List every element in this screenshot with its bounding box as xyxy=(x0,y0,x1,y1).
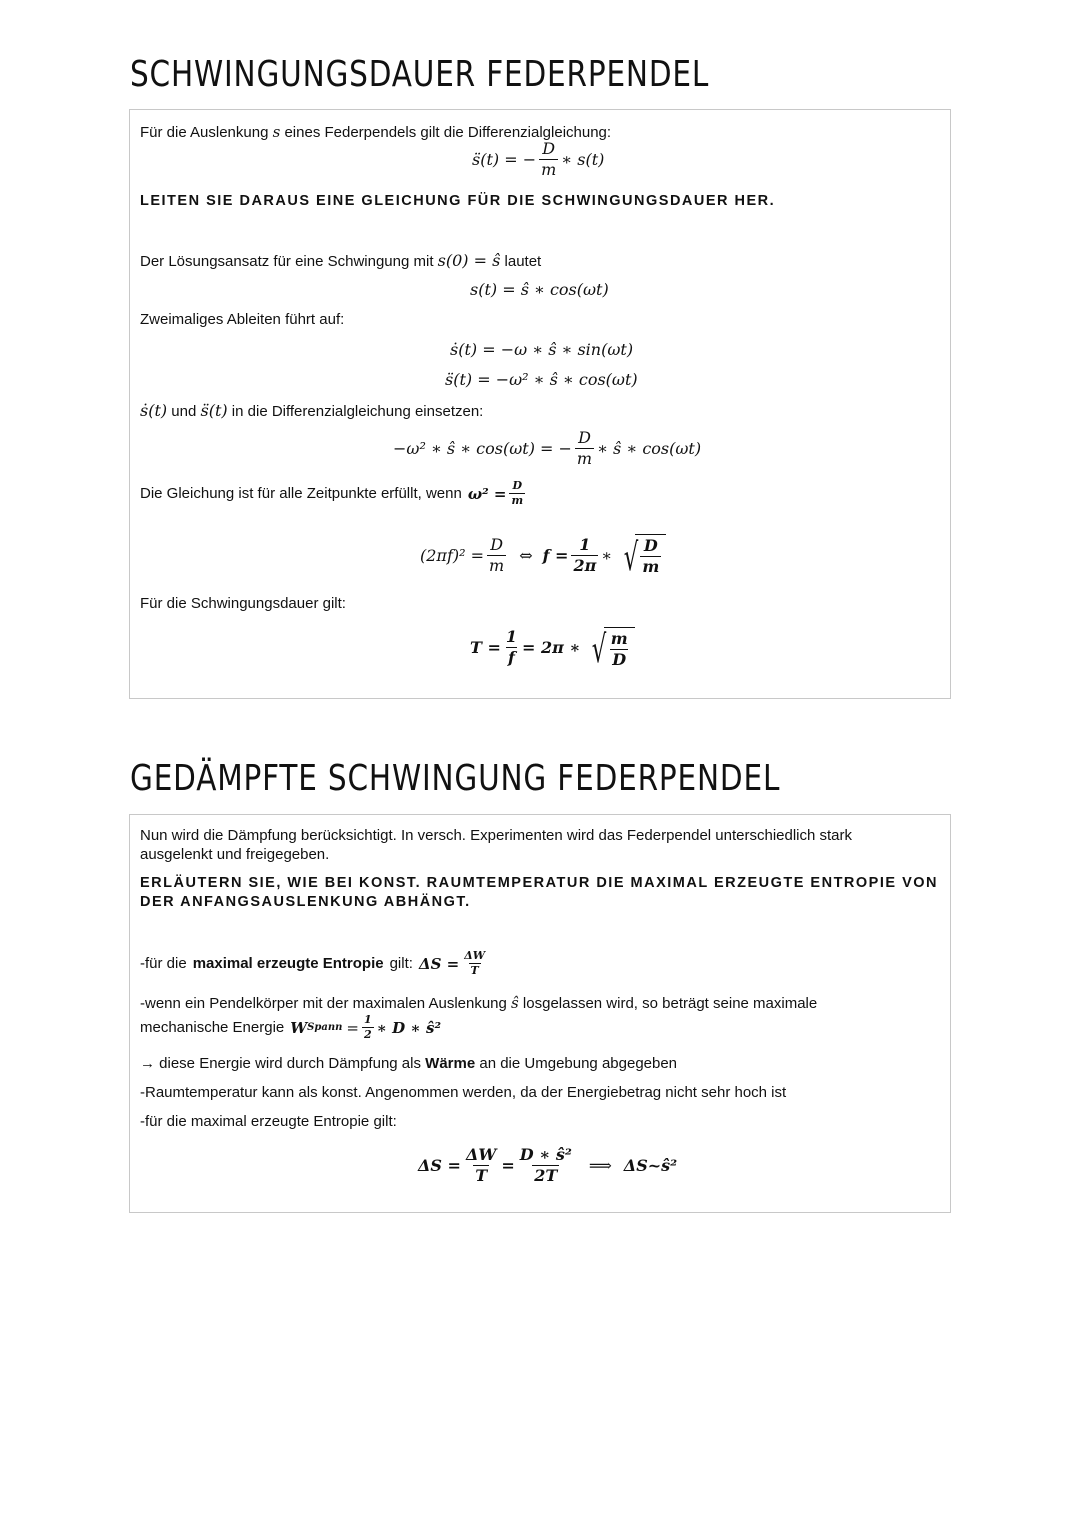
eq-final-den1: T xyxy=(475,1165,488,1185)
eq-period-rad-num: m xyxy=(610,628,628,648)
eq-freq-num2: 1 xyxy=(579,534,591,554)
equation-inserted xyxy=(393,429,701,467)
eq-freq-star: ∗ xyxy=(601,545,613,565)
intro-text-a: Für die Auslenkung xyxy=(140,124,269,141)
condition-den: m xyxy=(511,494,524,508)
point2-line1 xyxy=(140,994,817,1013)
condition-lhs: ω² = xyxy=(467,484,507,503)
eq-final-fraction1 xyxy=(464,1146,498,1184)
period-text: Für die Schwingungsdauer gilt: xyxy=(140,595,346,612)
task2-line1: ERLÄUTERN SIE, WIE BEI KONST. RAUMTEMPERATUR DIE MAXIMAL ERZEUGTE ENTROPIE VON xyxy=(140,875,938,891)
eq-insert-lhs: −ω² ∗ ŝ ∗ cos(ωt) = − xyxy=(393,438,572,458)
condition-text: Die Gleichung ist für alle Zeitpunkte erfüllt, wenn xyxy=(140,484,462,502)
p2-text-a: -wenn ein Pendelkörper mit der maximalen Auslenkung xyxy=(140,995,507,1012)
condition-num: D xyxy=(512,479,523,492)
insert-math-a: ṡ(t) xyxy=(140,401,168,420)
equation-period xyxy=(470,620,635,675)
eq-freq-fraction2 xyxy=(571,536,598,574)
point2-line2 xyxy=(140,1014,441,1041)
condition-fraction xyxy=(509,480,525,507)
ansatz-text-b: lautet xyxy=(504,253,542,270)
condition-math xyxy=(468,480,528,507)
equation-first-derivative: ṡ(t) = −ω ∗ ŝ ∗ sin(ωt) xyxy=(450,340,634,359)
eq-diff-den: m xyxy=(541,159,557,179)
eq-period-fraction xyxy=(504,628,519,666)
eq-final-arrow: ⟹ xyxy=(588,1155,612,1175)
eq-insert-num: D xyxy=(578,428,591,447)
eq-period-num: 1 xyxy=(505,627,518,647)
eq-diff-fraction xyxy=(539,140,558,178)
equation-frequency xyxy=(420,525,666,585)
equation-solution: s(t) = ŝ ∗ cos(ωt) xyxy=(470,280,609,299)
point4-line: -Raumtemperatur kann als konst. Angenommen werden, da der Energiebetrag nicht sehr hoch ist xyxy=(140,1084,787,1101)
eq-period-rad-fraction xyxy=(609,630,630,668)
insert-line xyxy=(140,402,483,421)
intro-text-b: eines Federpendels gilt die Differenzialgleichung: xyxy=(284,124,612,141)
eq-freq-den2: 2π xyxy=(573,555,597,575)
p1-text-b: gilt: xyxy=(389,954,413,972)
p2-line2-text: mechanische Energie xyxy=(140,1018,285,1036)
eq-freq-f: f = xyxy=(542,545,569,565)
task2-line2: DER ANFANGSAUSLENKUNG ABHÄNGT. xyxy=(140,894,471,910)
eq-freq-arrow: ⇔ xyxy=(519,545,533,565)
eq-final-num2: D ∗ ŝ² xyxy=(519,1144,572,1164)
eq-insert-fraction xyxy=(575,429,594,467)
eq-final-fraction2 xyxy=(518,1146,574,1184)
eq-freq-sqrt: √ $\frac{D}{m}$ xyxy=(614,534,666,575)
p2-math: W Spann = $\frac{1}{2}$ ∗ D ∗ ŝ² xyxy=(290,1013,442,1042)
eq-period-sqrt: √ $\frac{m}{D}$ xyxy=(582,627,634,668)
p2-math-den: 2 xyxy=(363,1028,372,1042)
p3-text-b: an die Umgebung abgegeben xyxy=(479,1055,678,1072)
insert-text: in die Differenzialgleichung einsetzen: xyxy=(231,403,484,420)
ansatz-math: s(0) = ŝ xyxy=(437,251,501,270)
p1-math-den: T xyxy=(470,964,479,978)
p2-math-w: W xyxy=(290,1018,308,1037)
p1-math-num: ΔW xyxy=(464,949,486,962)
eq-final-num1: ΔW xyxy=(465,1144,497,1164)
intro2-line1: Nun wird die Dämpfung berücksichtigt. In versch. Experimenten wird das Federpendel unterschiedlich stark xyxy=(140,827,853,844)
p2-math-eq: = xyxy=(346,1018,359,1037)
p2-var: ŝ xyxy=(511,994,519,1012)
eq-freq-num1: D xyxy=(490,534,504,554)
point1-line xyxy=(140,950,490,977)
point3-line xyxy=(140,1055,677,1073)
eq-final-lhs: ΔS = xyxy=(418,1155,461,1175)
task-section1: LEITEN SIE DARAUS EINE GLEICHUNG FÜR DIE SCHWINGUNGSDAUER HER. xyxy=(140,193,776,209)
section-title-gedaempfte: GEDÄMPFTE SCHWINGUNG FEDERPENDEL xyxy=(130,758,781,799)
eq-final-result: ΔS~ŝ² xyxy=(623,1155,678,1175)
eq-diff-lhs: s̈(t) = − xyxy=(472,149,537,169)
equation-differential xyxy=(472,140,604,178)
ansatz-line xyxy=(140,252,541,271)
eq-diff-rhs: ∗ s(t) xyxy=(561,149,605,169)
eq-period-lhs: T = xyxy=(470,638,501,657)
eq-freq-rad-fraction xyxy=(640,537,661,575)
p1-bold: maximal erzeugte Entropie xyxy=(192,954,384,972)
eq-freq-den1: m xyxy=(489,555,505,575)
intro-var: s xyxy=(272,123,281,141)
equation-second-derivative: s̈(t) = −ω² ∗ ŝ ∗ cos(ωt) xyxy=(445,370,638,389)
p2-math-num: 1 xyxy=(363,1013,372,1026)
p1-text-a: -für die xyxy=(140,954,187,972)
eq-insert-rhs: ∗ ŝ ∗ cos(ωt) xyxy=(597,438,702,458)
p2-math-rhs: ∗ D ∗ ŝ² xyxy=(376,1018,442,1037)
equation-entropy xyxy=(418,1140,677,1190)
eq-freq-rad-num: D xyxy=(643,536,658,556)
p3-bold: Wärme xyxy=(425,1055,476,1072)
condition-line xyxy=(140,480,528,507)
eq-final-eq: = xyxy=(501,1155,515,1175)
intro2-line2: ausgelenkt und freigegeben. xyxy=(140,846,330,863)
eq-freq-lhs: (2πf)² = xyxy=(420,545,485,565)
p1-math-fraction xyxy=(462,950,487,977)
eq-period-den: f xyxy=(508,648,515,667)
insert-math-b: s̈(t) xyxy=(200,401,228,420)
eq-freq-rad-den: m xyxy=(642,557,660,576)
section-title-schwingungsdauer: SCHWINGUNGSDAUER FEDERPENDEL xyxy=(130,54,710,95)
p3-text-a: → diese Energie wird durch Dämpfung als xyxy=(140,1055,421,1072)
p2-text-b: losgelassen wird, so beträgt seine maximale xyxy=(522,995,818,1012)
eq-insert-den: m xyxy=(576,448,593,468)
insert-und: und xyxy=(171,403,197,420)
point5-line: -für die maximal erzeugte Entropie gilt: xyxy=(140,1113,397,1130)
eq-diff-num: D xyxy=(542,139,556,158)
derive-text: Zweimaliges Ableiten führt auf: xyxy=(140,311,345,328)
eq-freq-fraction1 xyxy=(487,536,506,574)
p1-math xyxy=(419,950,490,977)
eq-final-den2: 2T xyxy=(534,1165,558,1185)
eq-period-mid: = 2π ∗ xyxy=(522,638,581,657)
eq-period-rad-den: D xyxy=(612,649,627,669)
p1-math-lhs: ΔS = xyxy=(418,954,460,973)
ansatz-text-a: Der Lösungsansatz für eine Schwingung mit xyxy=(140,253,434,270)
p2-math-fraction xyxy=(362,1014,374,1041)
